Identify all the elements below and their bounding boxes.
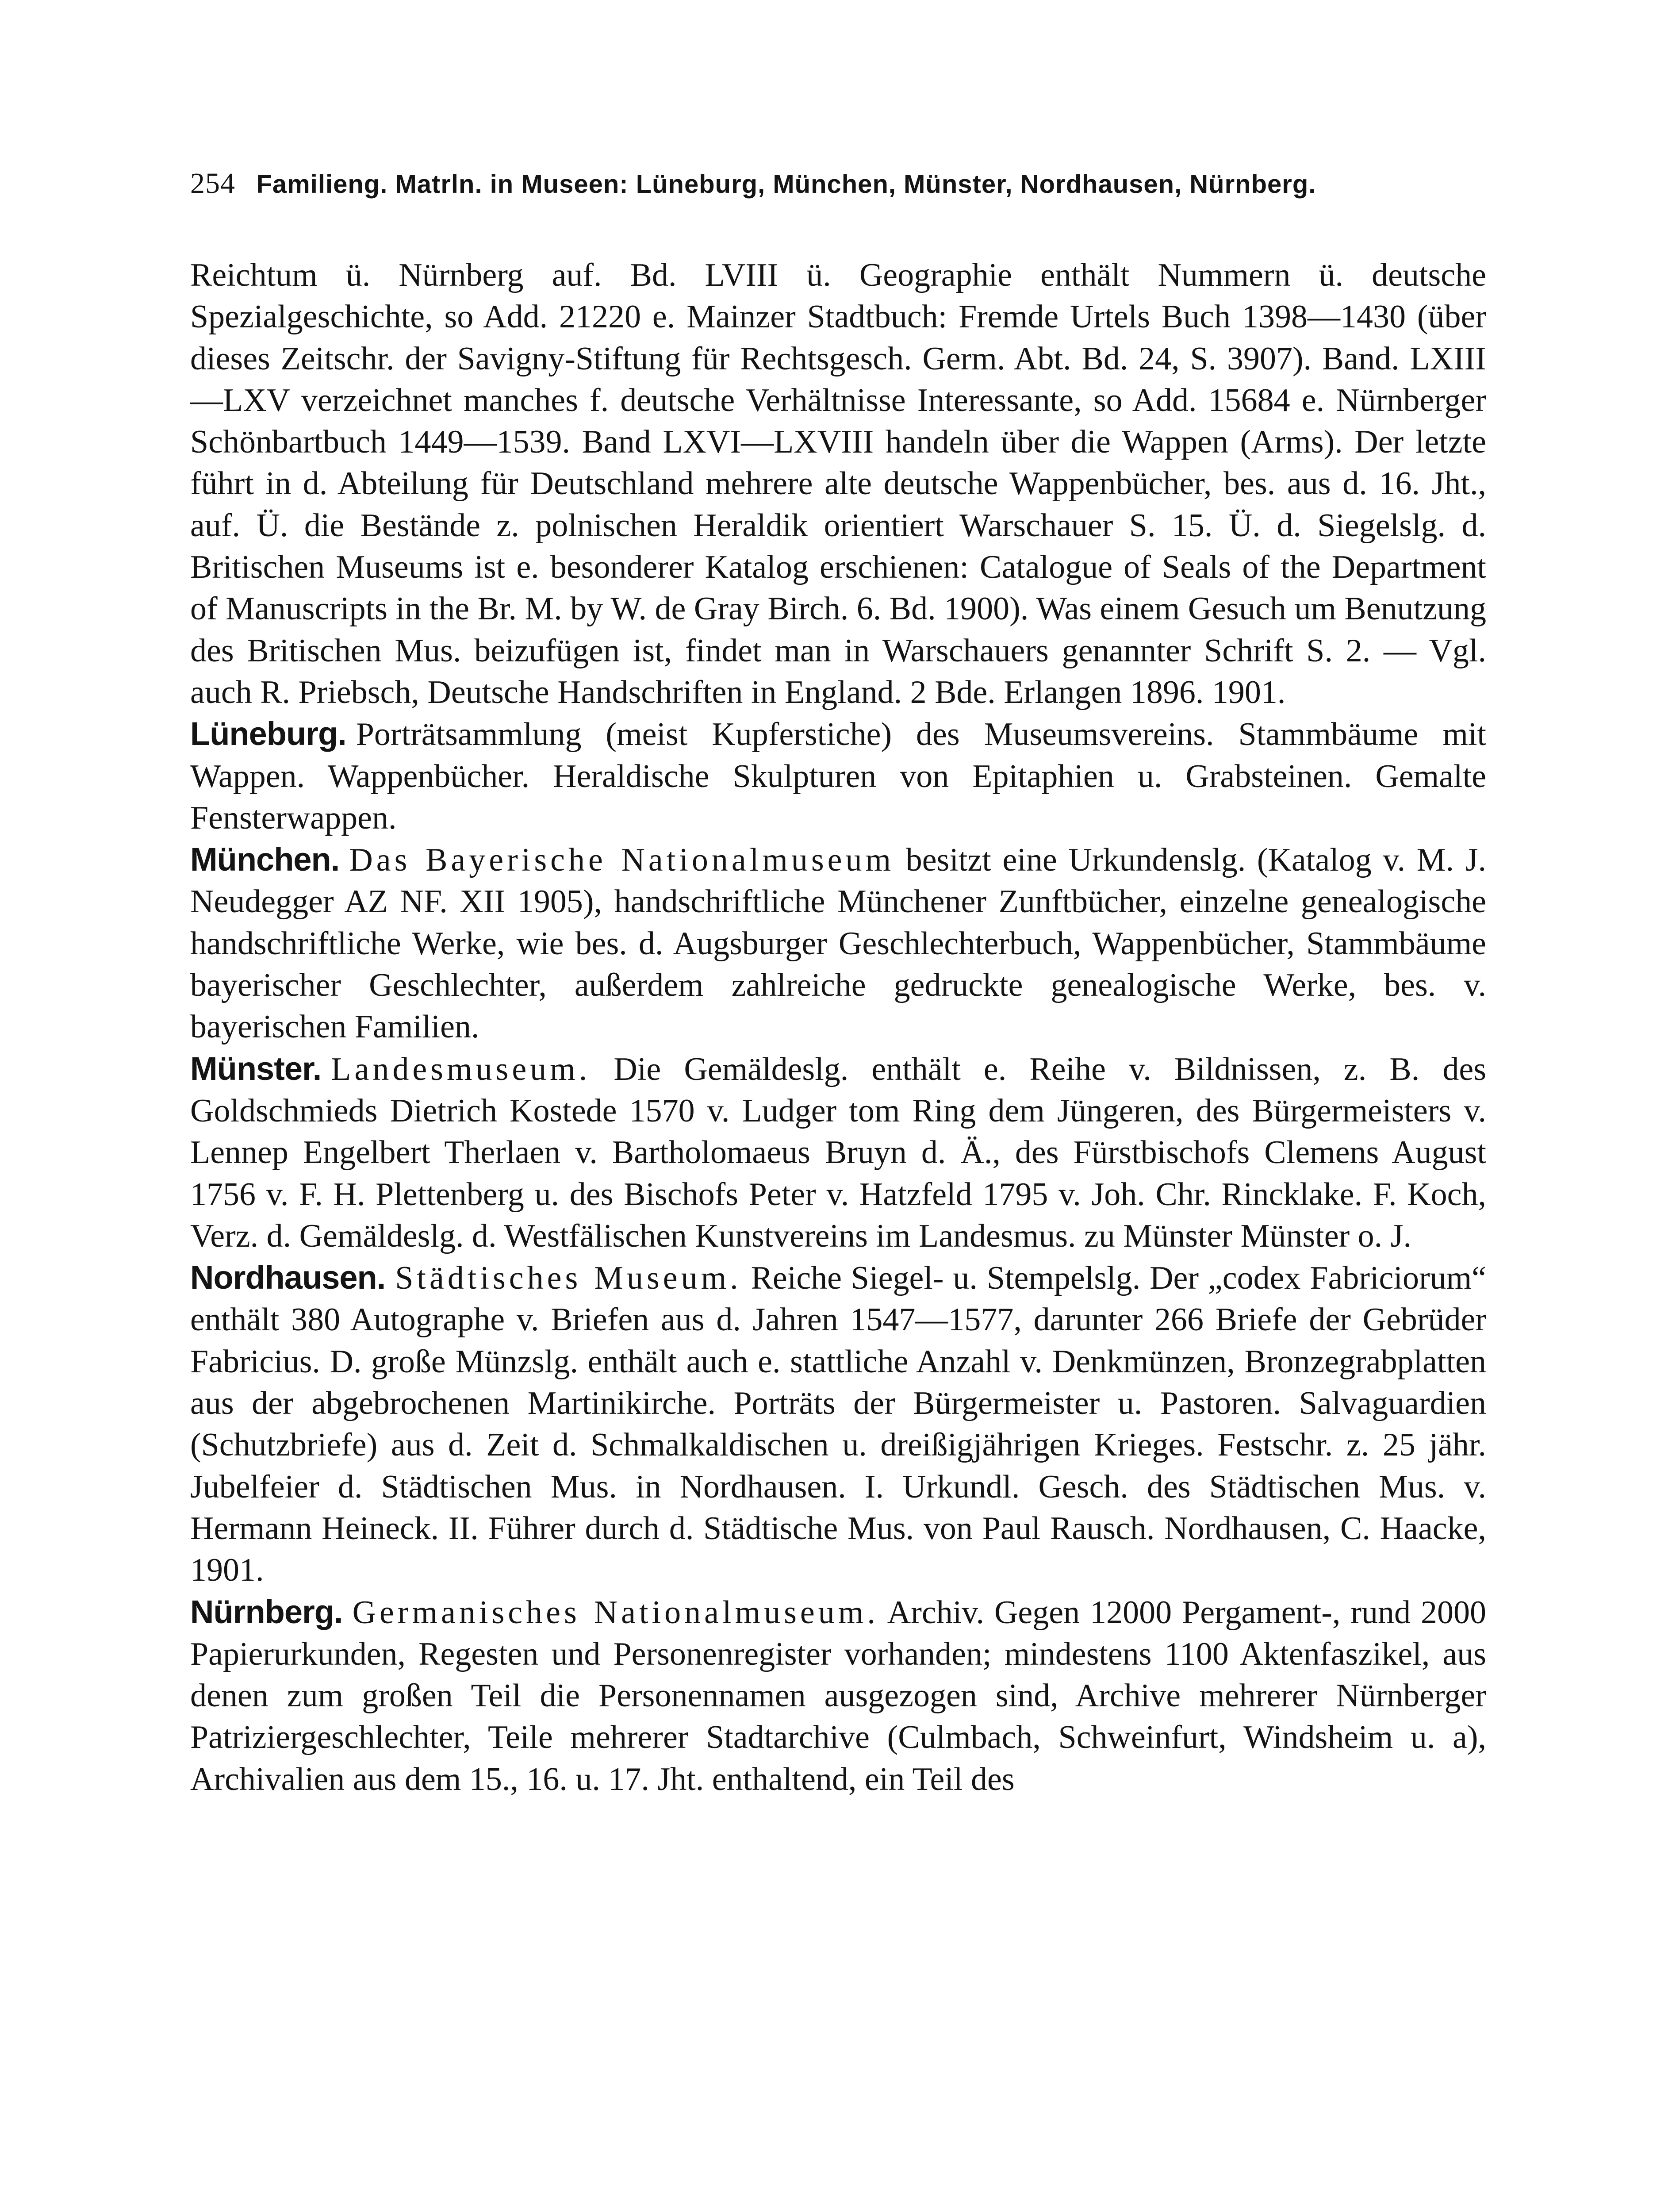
institution-name: Das Bayerische Nationalmuseum	[349, 842, 895, 879]
paragraph-text: besitzt eine Urkundenslg. (Katalog v. M. J. Neudegger AZ NF. XII 1905), handschriftliche Münchener Zunftbücher, einzelne genealogische handschriftliche Werke, wie bes. d. Augsburger Geschlechterbuch, Wappenbücher, Stammbäume bayerischer Geschlechter, außerdem zahlreiche gedruckte genealogische Werke, bes. v. bayerischen Familien.	[190, 842, 1486, 1045]
page-body	[190, 254, 1486, 1800]
institution-name: Städtisches Museum.	[395, 1260, 742, 1297]
paragraph-text: Archiv. Gegen 12000 Pergament-, rund 2000 Papierurkunden, Regesten und Personenregister vorhanden; mindestens 1100 Aktenfaszikel, aus denen zum großen Teil die Personennamen ausgezogen sind, Archive mehrerer Nürnberger Patriziergeschlechter, Teile mehrerer Stadtarchive (Culmbach, Schweinfurt, Windsheim u. a), Archivalien aus dem 15., 16. u. 17. Jht. enthaltend, ein Teil des	[190, 1594, 1487, 1797]
paragraph-text: Die Gemäldeslg. enthält e. Reihe v. Bildnissen, z. B. des Goldschmieds Dietrich Kostede 1570 v. Ludger tom Ring dem Jüngeren, des Bürgermeisters v. Lennep Engelbert Therlaen v. Bartholomaeus Bruyn d. Ä., des Fürstbischofs Clemens August 1756 v. F. H. Plettenberg u. des Bischofs Peter v. Hatzfeld 1795 v. Joh. Chr. Rincklake. F. Koch, Verz. d. Gemäldeslg. d. Westfälischen Kunstvereins im Landesmus. zu Münster Münster o. J.	[190, 1051, 1487, 1254]
running-header	[190, 164, 1499, 204]
section-heading-nordhausen: Nordhausen.	[190, 1259, 386, 1296]
running-title: Familieng. Matrln. in Museen: Lüneburg, München, Münster, Nordhausen, Nürnberg.	[256, 170, 1316, 199]
paragraph-muenster	[190, 1048, 1486, 1257]
section-heading-nuernberg: Nürnberg.	[190, 1593, 343, 1630]
section-heading-lueneburg: Lüneburg.	[190, 715, 346, 753]
institution-name: Landesmuseum.	[331, 1051, 591, 1087]
paragraph-nordhausen	[190, 1257, 1486, 1591]
paragraph-lueneburg	[190, 713, 1486, 839]
paragraph-text: Reichtum ü. Nürnberg auf. Bd. LVIII ü. Geographie enthält Nummern ü. deutsche Spezialgeschichte, so Add. 21220 e. Mainzer Stadtbuch: Fremde Urtels Buch 1398—1430 (über dieses Zeitschr. der Savigny-Stiftung für Rechtsgesch. Germ. Abt. Bd. 24, S. 3907). Band. LXIII—LXV verzeichnet manches f. deutsche Verhältnisse Interessante, so Add. 15684 e. Nürnberger Schönbartbuch 1449—1539. Band LXVI—LXVIII handeln über die Wappen (Arms). Der letzte führt in d. Abteilung für Deutschland mehrere alte deutsche Wappenbücher, bes. aus d. 16. Jht., auf. Ü. die Bestände z. polnischen Heraldik orientiert Warschauer S. 15. Ü. d. Siegelslg. d. Britischen Museums ist e. besonderer Katalog erschienen: Catalogue of Seals of the Department of Manuscripts in the Br. M. by W. de Gray Birch. 6. Bd. 1900). Was einem Gesuch um Benutzung des Britischen Mus. beizufügen ist, findet man in Warschauers genannter Schrift S. 2. — Vgl. auch R. Priebsch, Deutsche Handschriften in England. 2 Bde. Erlangen 1896. 1901.	[190, 257, 1486, 710]
section-heading-muenchen: München.	[190, 841, 340, 878]
paragraph-muenchen	[190, 839, 1486, 1048]
section-heading-muenster: Münster.	[190, 1050, 322, 1087]
paragraph-nuernberg	[190, 1591, 1486, 1800]
paragraph-text: Reiche Siegel- u. Stempelslg. Der „codex Fabriciorum“ enthält 380 Autographe v. Briefen aus d. Jahren 1547—1577, darunter 266 Briefe der Gebrüder Fabricius. D. große Münzslg. enthält auch e. stattliche Anzahl v. Denkmünzen, Bronzegrabplatten aus der abgebrochenen Martinikirche. Porträts der Bürgermeister u. Pastoren. Salvaguardien (Schutzbriefe) aus d. Zeit d. Schmalkaldischen u. dreißigjährigen Krieges. Festschr. z. 25 jähr. Jubelfeier d. Städtischen Mus. in Nordhausen. I. Urkundl. Gesch. des Städtischen Mus. v. Hermann Heineck. II. Führer durch d. Städtische Mus. von Paul Rausch. Nordhausen, C. Haacke, 1901.	[190, 1260, 1487, 1589]
institution-name: Germanisches Nationalmuseum.	[352, 1594, 879, 1631]
paragraph-text: Porträtsammlung (meist Kupferstiche) des Museumsvereins. Stammbäume mit Wappen. Wappenbücher. Heraldische Skulpturen von Epitaphien u. Grabsteinen. Gemalte Fensterwappen.	[190, 716, 1486, 836]
page-number: 254	[190, 167, 235, 200]
paragraph-intro	[190, 254, 1486, 713]
